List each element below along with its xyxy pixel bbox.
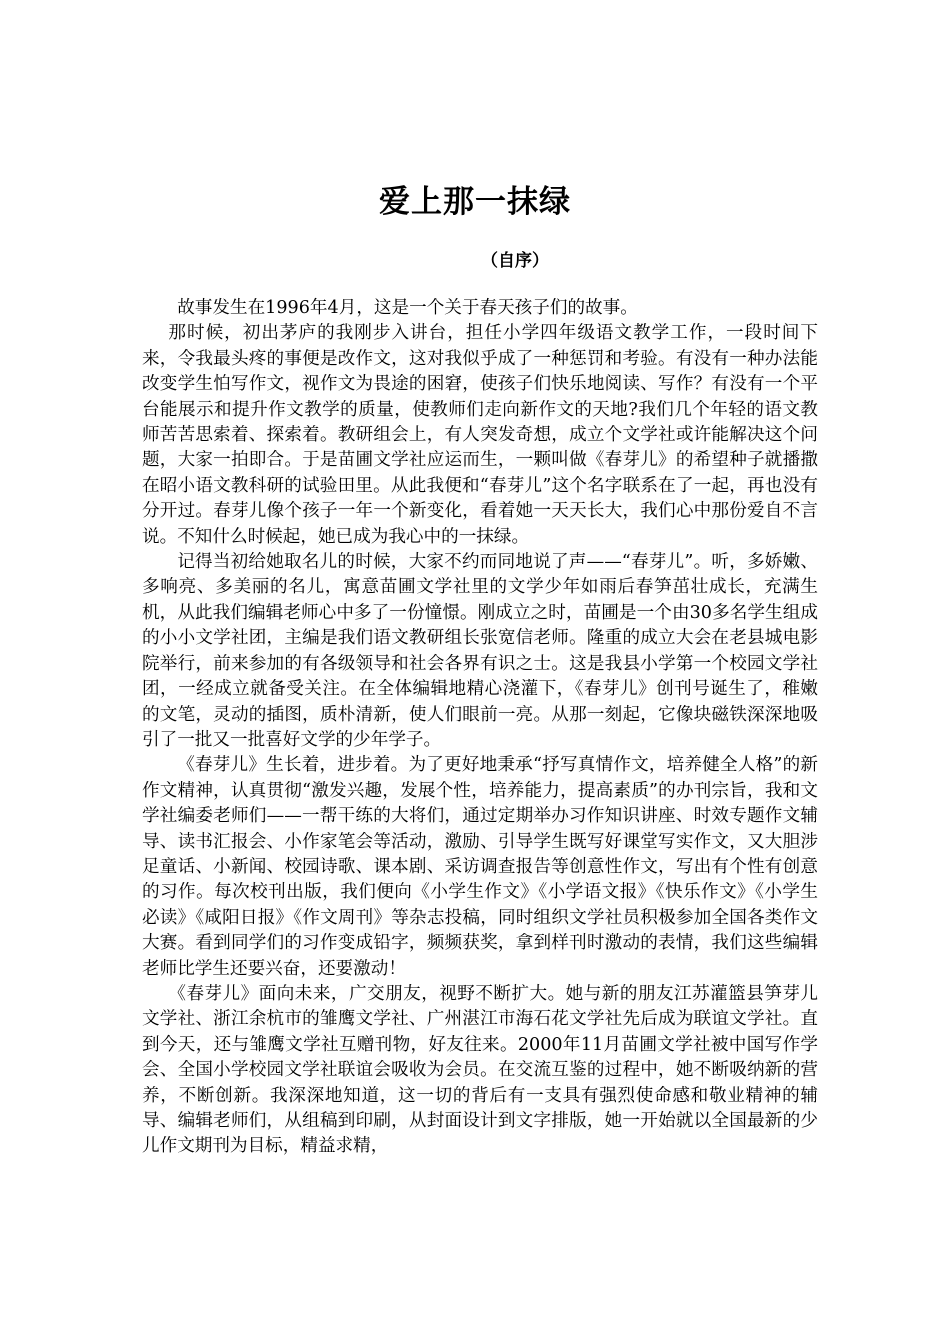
paragraph: 记得当初给她取名儿的时候，大家不约而同地说了声——“春芽儿”。听，多娇嫩、多响亮、多美丽的名儿，寓意苗圃文学社里的文学少年如雨后春笋茁壮成长，充满生机，从此我们编辑老师心中多了一份憧憬。刚成立之时，苗圃是一个由30多名学生组成的小小文学社团，主编是我们语文教研组长张宽信老师。隆重的成立大会在老县城电影院举行，前来参加的有各级领导和社会各界有识之士。这是我县小学第一个校园文学社团，一经成立就备受关注。在全体编辑地精心浇灌下，《春芽儿》创刊号诞生了，稚嫩的文笔，灵动的插图，质朴清新，使人们眼前一亮。从那一刻起，它像块磁铁深深地吸引了一批又一批喜好文学的少年学子。 — [142, 552, 818, 750]
paragraph: 《春芽儿》面向未来，广交朋友，视野不断扩大。她与新的朋友江苏灌篮县笋芽儿文学社、浙江余杭市的雏鹰文学社、广州湛江市海石花文学社先后成为联谊文学社。直到今天，还与雏鹰文学社互赠刊物，好友往来。2000年11月苗圃文学社被中国写作学会、全国小学校园文学社联谊会吸收为会员。在交流互鉴的过程中，她不断吸纳新的营养，不断创新。我深深地知道，这一切的背后有一支具有强烈使命感和敬业精神的辅导、编辑老师们，从组稿到印刷，从封面设计到文字排版，她一开始就以全国最新的少儿作文期刊为目标，精益求精， — [142, 983, 818, 1157]
paragraph: 《春芽儿》生长着，进步着。为了更好地秉承“抒写真情作文，培养健全人格”的新作文精神，认真贯彻“激发兴趣，发展个性，培养能力，提高素质”的办刊宗旨，我和文学社编委老师们——一帮干练的大将们，通过定期举办习作知识讲座、时效专题作文辅导、读书汇报会、小作家笔会等活动，激励、引导学生既写好课堂写实作文，又大胆涉足童话、小新闻、校园诗歌、课本剧、采访调查报告等创意性作文，写出有个性有创意的习作。每次校刊出版，我们便向《小学生作文》《小学语文报》《快乐作文》《小学生必读》《咸阳日报》《作文周刊》等杂志投稿，同时组织文学社员积极参加全国各类作文大赛。看到同学们的习作变成铅字，频频获奖，拿到样刊时激动的表情，我们这些编辑老师比学生还要兴奋，还要激动！ — [142, 755, 818, 979]
document-title: 爱上那一抹绿 — [379, 184, 571, 220]
document-body — [142, 296, 818, 1160]
document-subtitle: （自序） — [481, 251, 549, 271]
paragraph: 故事发生在1996年4月，这是一个关于春天孩子们的故事。 — [177, 298, 638, 318]
paragraph: 那时候，初出茅庐的我刚步入讲台，担任小学四年级语文教学工作，一段时间下来，令我最头疼的事便是改作文，这对我似乎成了一种惩罚和考验。有没有一种办法能改变学生怕写作文，视作文为畏途的困窘，使孩子们快乐地阅读、写作？有没有一个平台能展示和提升作文教学的质量，使教师们走向新作文的天地?我们几个年轻的语文教师苦苦思索着、探索着。教研组会上，有人突发奇想，成立个文学社或许能解决这个问题，大家一拍即合。于是苗圃文学社应运而生，一颗叫做《春芽儿》的希望种子就播撒在昭小语文教科研的试验田里。从此我便和“春芽儿”这个名字联系在了一起，再也没有分开过。春芽儿像个孩子一年一个新变化，看着她一天天长大，我们心中那份爱自不言说。不知什么时候起，她已成为我心中的一抹绿。 — [142, 323, 818, 547]
